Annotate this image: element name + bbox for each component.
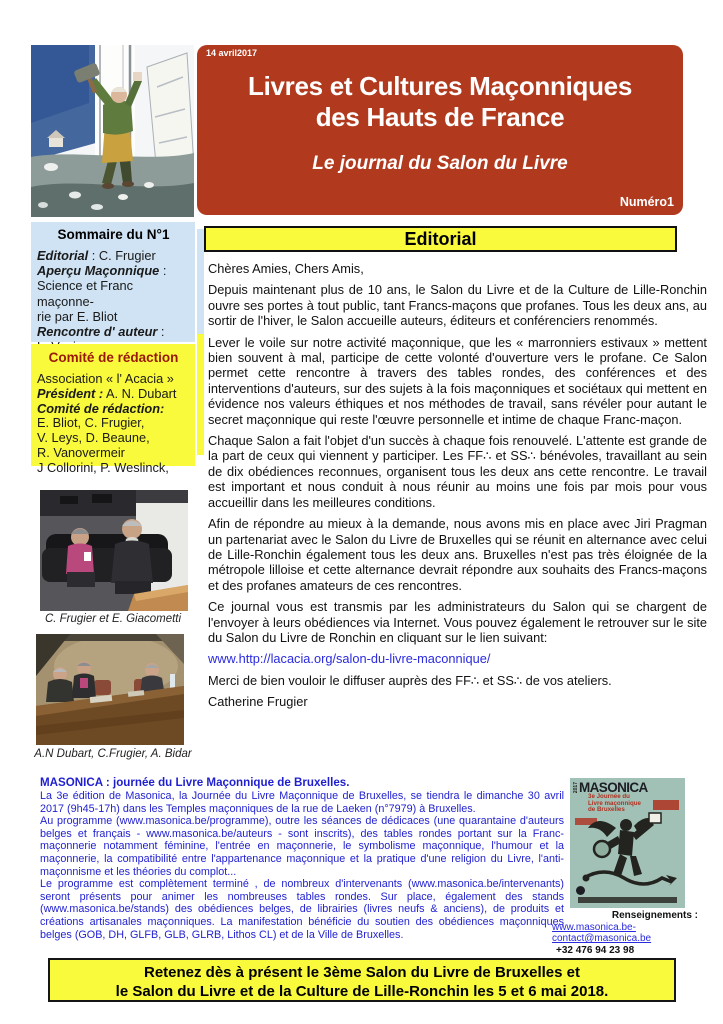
poster-year: 2017	[573, 782, 579, 794]
comite-line: Association « l' Acacia »	[37, 371, 174, 386]
sommaire-heading: Sommaire du N°1	[57, 227, 170, 242]
poster-date-tag	[653, 800, 679, 810]
sommaire-box	[31, 222, 195, 342]
comite-line: Président : A. N. Dubart	[37, 385, 177, 401]
masonica-paragraph: La 3e édition de Masonica, la Journée du Livre Maçonnique de Bruxelles, se tiendra le dimanche 30 avril 2017 (9h45-17h) dans les Temples maçonniques de la rue de Laeken (n°7979) à Bruxelles.	[40, 790, 564, 815]
photo-caption: A.N Dubart, C.Frugier, A. Bidar	[34, 748, 192, 760]
banner-line1: Retenez dès à présent le 3ème Salon du Livre de Bruxelles et	[143, 964, 580, 981]
comite-box	[31, 344, 195, 475]
editorial-paragraph: Ce journal vous est transmis par les administrateurs du Salon qui se chargent de l'envoyer à leurs obédiences via Internet. Vous pouvez également le retrouver sur le site du Salon du Livre de Ronchin en cliquant sur le lien suivant:	[208, 599, 707, 645]
photo-panel-table-image	[36, 634, 184, 745]
masonica-contact	[552, 910, 702, 956]
journal-title	[197, 71, 683, 133]
masonica-site-link[interactable]: www.masonica.be-	[552, 921, 636, 933]
masthead	[197, 45, 683, 215]
editorial-salutation: Chères Amies, Chers Amis,	[208, 261, 364, 276]
contact-phone: +32 476 94 23 98	[556, 944, 635, 956]
editorial-paragraph: Depuis maintenant plus de 10 ans, le Salon du Livre et de la Culture de Lille-Ronchin ouvre ses portes à tout public, tant Francs-maçons que profanes. Tous les deux ans, au sortir de l'hiver, le Salon accueille auteurs, éditeurs et conférenciers renommés.	[208, 282, 707, 329]
editorial-heading: Editorial	[204, 226, 677, 252]
photo-frugier-giacometti	[40, 490, 188, 611]
editorial-section	[208, 226, 707, 710]
masonica-email-link[interactable]: contact@masonica.be	[552, 933, 652, 944]
issue-date: 14 avril2017	[206, 48, 258, 58]
sommaire-item: Aperçu Maçonnique :	[37, 263, 167, 279]
editorial-closing: Merci de bien vouloir le diffuser auprès des FF∴ et SS∴ de vos ateliers.	[208, 672, 612, 688]
sommaire-item: Science et Franc maçonne-	[37, 278, 134, 309]
photo-frugier-giacometti-image	[40, 490, 188, 611]
sommaire-item: Editorial : C. Frugier	[37, 248, 156, 263]
journal-title-line1: Livres et Cultures Maçonniques	[248, 71, 632, 101]
journal-title-line2: des Hauts de France	[315, 102, 565, 132]
sommaire-item: rie par E. Bliot	[37, 308, 118, 324]
masonica-heading: MASONICA : journée du Livre Maçonnique de Bruxelles.	[40, 776, 350, 789]
editorial-paragraph: Lever le voile sur notre activité maçonnique, que les « marronniers estivaux » mettent bien souvent à mal, participe de cette volonté d'ouverture vers le profane. Ce Salon permet cette rencontre à travers des tables rondes, des conférences et des interventions d'auteurs, sur des sujets à la fois maçonniques et sociétaux qui mettent en évidence nos valeurs éthiques et nos méthodes de travail, sans révéler pour autant le secret maçonnique qui reste l'œuvre personnelle et intime de chaque Franc-maçon.	[208, 334, 707, 427]
stonemason-illustration-art	[31, 45, 194, 217]
journal-subtitle: Le journal du Salon du Livre	[312, 153, 568, 174]
poster-logo-dot	[576, 886, 585, 895]
contact-label: Renseignements :	[611, 910, 698, 921]
masonica-paragraph: Au programme (www.masonica.be/programme), outre les séances de dédicaces (une quarantaine d'auteurs belges et français - www.masonica.be/auteurs - sont inscrits), des tables rondes portant sur la Franc-maçonnerie notamment féminine, l'entrée en maçonnerie, le symbolisme maçonnique, l'humour et la maçonnerie, la compatibilité entre l'appartenance maçonnique et la pratique d'une religion du Livre, l'anti-maçonnisme et les théories du complot...	[40, 815, 564, 878]
masonica-poster	[570, 778, 685, 908]
editorial-paragraph: Chaque Salon a fait l'objet d'un succès à chaque fois renouvelé. L'attente est grande de la part de ceux qui viennent y participer. Les FF∴ et SS∴ bénévoles, travaillant au sein de dix obédiences reconnues, organisent tous les deux ans cette rencontre. Le travail est important et nous conduit à nous réunir au moins une fois par mois pour vous accueillir dans les meilleures conditions.	[208, 433, 707, 510]
stonemason-illustration	[31, 45, 194, 217]
photo-caption: C. Frugier et E. Giacometti	[44, 613, 182, 625]
banner-line2: le Salon du Livre et de la Culture de Lille-Ronchin les 5 et 6 mai 2018.	[115, 982, 609, 1000]
sommaire-item: Rencontre d' auteur :	[37, 324, 165, 340]
comite-line: R. Vanovermeir	[37, 444, 125, 460]
photo-panel-table	[36, 634, 184, 745]
masonica-paragraph: Le programme est complètement terminé , de nombreux d'intervenants (www.masonica.be/intervenants) seront présents pour animer les nombreuses tables rondes. Sur place, également des stands (www.masonica.be/stands) des obédiences belges, de librairies (livres neufs & anciens), de produits et créations artisanales maçonniques. La manifestation bénéficie du soutien des obédiences maçonniques belges (GOB, DH, GLFB, GLB, GLRB, Lithos CL) et de la Ville de Bruxelles.	[40, 878, 564, 941]
comite-heading: Comité de rédaction	[48, 350, 179, 365]
poster-subtitle: 3e Journée du Livre maçonnique de Bruxelles	[588, 793, 641, 814]
yellow-strip	[197, 334, 204, 455]
issue-number: Numéro1	[619, 195, 674, 209]
poster-logo: MASONICA	[579, 780, 648, 795]
saint-michael-dragon-figure	[576, 812, 679, 886]
poster-footer-bar	[578, 897, 677, 903]
blue-strip	[197, 229, 204, 334]
comite-line: Comité de rédaction:	[37, 400, 165, 416]
editorial-signature: Catherine Frugier	[208, 694, 308, 710]
editorial-paragraph: Afin de répondre au mieux à la demande, nous avons mis en place avec Jiri Pragman un partenariat avec le Salon du Livre de Bruxelles qui se réunit en alternance avec celui de Lille-Ronchin également tous les deux ans. Bruxelles n'est pas très éloignée de la métropole lilloise et cette alternance devrait répondre aux souhaits des Francs-maçons et des profanes amateurs de ces rencontres.	[208, 516, 707, 593]
comite-line: E. Bliot, C. Frugier,	[37, 415, 145, 431]
comite-line: J Collorini, P. Weslinck,	[37, 459, 169, 475]
announcement-banner	[48, 958, 676, 1002]
comite-line: V. Leys, D. Beaune,	[37, 430, 150, 446]
lacacia-link[interactable]: www.http://lacacia.org/salon-du-livre-maconnique/	[208, 651, 491, 667]
masonica-section	[40, 776, 564, 941]
